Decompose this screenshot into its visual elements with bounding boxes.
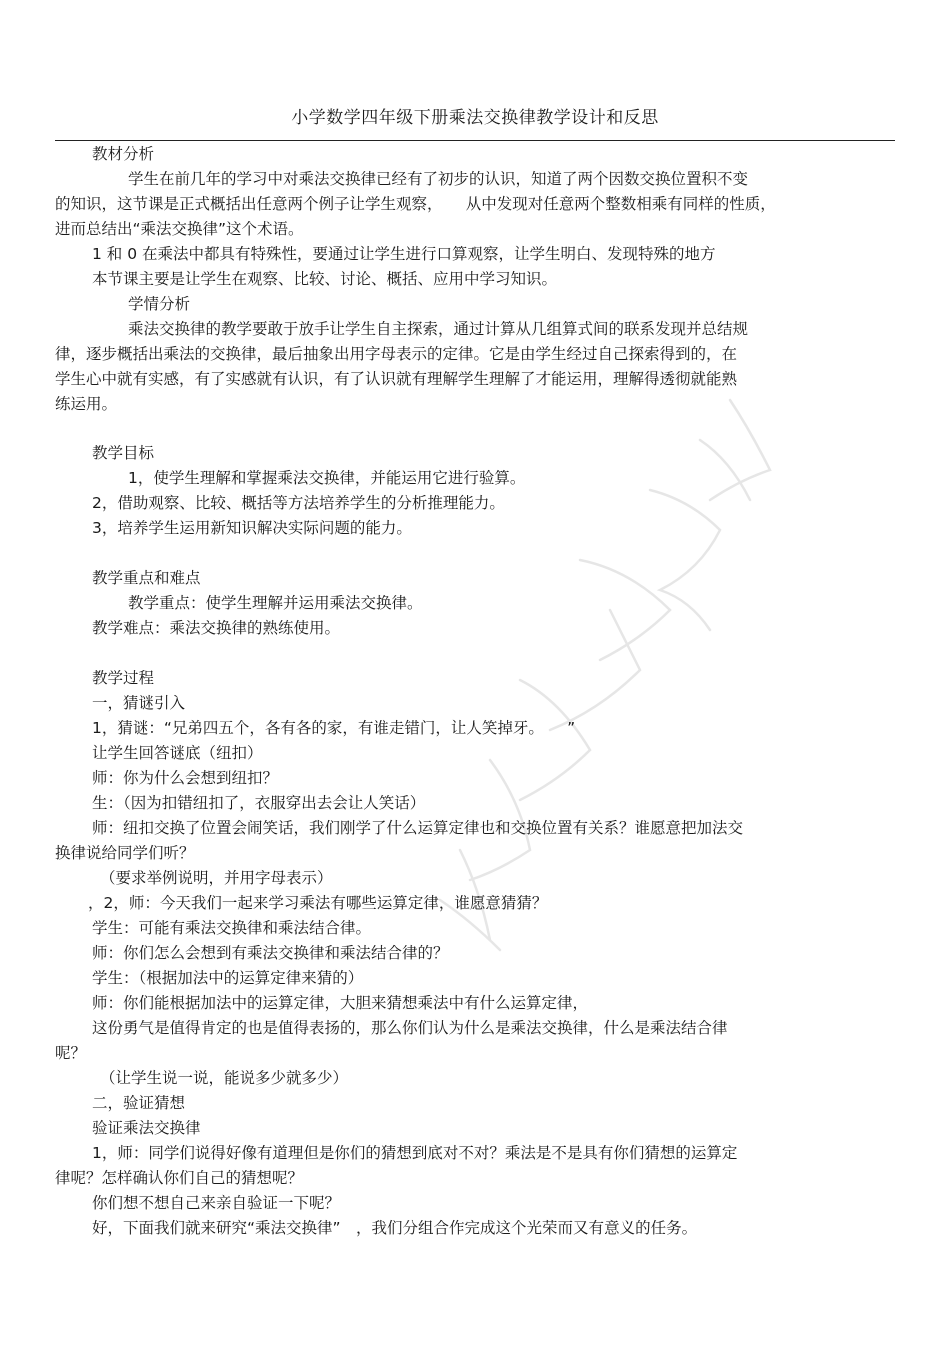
section-heading: 教材分析	[92, 145, 155, 163]
paragraph-line: 律，逐步概括出乘法的交换律，最后抽象出用字母表示的定律。它是由学生经过自己探索得到的，在	[55, 345, 738, 363]
paragraph-line: 学生在前几年的学习中对乘法交换律已经有了初步的认识，知道了两个因数交换位置积不变	[128, 170, 749, 188]
section-heading: 教学重点和难点	[92, 569, 201, 587]
section-heading: 教学目标	[92, 444, 155, 462]
paragraph-line: 换律说给同学们听？	[55, 844, 195, 862]
paragraph-line: 的知识，这节课是正式概括出任意两个例子让学生观察， 从中发现对任意两个整数相乘有同样的性质，	[55, 195, 776, 213]
paragraph-line: 律呢？怎样确认你们自己的猜想呢？	[55, 1169, 304, 1187]
paragraph-line: 学生：可能有乘法交换律和乘法结合律。	[92, 919, 372, 937]
title-divider	[55, 140, 895, 141]
paragraph-line: 你们想不想自己来亲自验证一下呢？	[92, 1194, 341, 1212]
list-item: 2，借助观察、比较、概括等方法培养学生的分析推理能力。	[92, 494, 505, 512]
paragraph-line: 师：你们能根据加法中的运算定律，大胆来猜想乘法中有什么运算定律，	[92, 994, 589, 1012]
paragraph-line: 师：你为什么会想到纽扣？	[92, 769, 279, 787]
paragraph-line: 好，下面我们就来研究“乘法交换律” ，我们分组合作完成这个光荣而又有意义的任务。	[92, 1219, 698, 1237]
paragraph-line: 师：你们怎么会想到有乘法交换律和乘法结合律的？	[92, 944, 449, 962]
paragraph-line: 生：（因为扣错纽扣了，衣服穿出去会让人笑话）	[92, 794, 426, 812]
list-item: 3，培养学生运用新知识解决实际问题的能力。	[92, 519, 412, 537]
list-item: 1，使学生理解和掌握乘法交换律，并能运用它进行验算。	[128, 469, 526, 487]
paragraph-line: 让学生回答谜底（纽扣）	[92, 744, 263, 762]
section-heading: 学情分析	[128, 295, 191, 313]
paragraph-line: 1 和 0 在乘法中都具有特殊性，要通过让学生进行口算观察，让学生明白、发现特殊的地方	[92, 245, 716, 263]
paragraph-line: 本节课主要是让学生在观察、比较、讨论、概括、应用中学习知识。	[92, 270, 558, 288]
paragraph-line: 呢？	[55, 1044, 87, 1062]
paragraph-line: 师：纽扣交换了位置会闹笑话，我们刚学了什么运算定律也和交换位置有关系？谁愿意把加法交	[92, 819, 744, 837]
subsection-heading: 二，验证猜想	[92, 1094, 186, 1112]
paragraph-line: 进而总结出“乘法交换律”这个术语。	[55, 220, 304, 238]
paragraph-line: 教学重点：使学生理解并运用乘法交换律。	[128, 594, 423, 612]
document-title: 小学数学四年级下册乘法交换律教学设计和反思	[291, 108, 659, 128]
paragraph-line: 学生心中就有实感，有了实感就有认识，有了认识就有理解学生理解了才能运用，理解得透彻就能熟	[55, 370, 738, 388]
paragraph-line: 1，猜谜：“兄弟四五个，各有各的家，有谁走错门，让人笑掉牙。 ”	[92, 719, 576, 737]
subsection-heading: 一，猜谜引入	[92, 694, 186, 712]
paragraph-line: 1，师：同学们说得好像有道理但是你们的猜想到底对不对？乘法是不是具有你们猜想的运算定	[92, 1144, 738, 1162]
paragraph-line: 学生：（根据加法中的运算定律来猜的）	[92, 969, 364, 987]
paragraph-line: ，2，师：今天我们一起来学习乘法有哪些运算定律，谁愿意猜猜？	[88, 894, 548, 912]
paragraph-line: 练运用。	[55, 395, 118, 413]
paragraph-line: 这份勇气是值得肯定的也是值得表扬的，那么你们认为什么是乘法交换律，什么是乘法结合律	[92, 1019, 728, 1037]
paragraph-line: 乘法交换律的教学要敢于放手让学生自主探索，通过计算从几组算式间的联系发现并总结规	[128, 320, 749, 338]
paragraph-line: （让学生说一说，能说多少就多少）	[100, 1069, 349, 1087]
paragraph-line: 教学难点：乘法交换律的熟练使用。	[92, 619, 341, 637]
section-heading: 教学过程	[92, 669, 155, 687]
paragraph-line: （要求举例说明，并用字母表示）	[100, 869, 333, 887]
subsection-heading: 验证乘法交换律	[92, 1119, 201, 1137]
